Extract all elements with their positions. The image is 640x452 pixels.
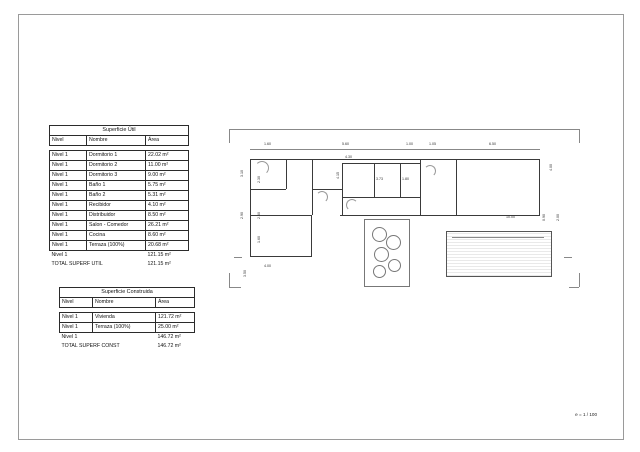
table-header-row bbox=[50, 136, 189, 146]
table-row bbox=[50, 191, 189, 201]
cell-area: 26.21 m² bbox=[146, 221, 189, 231]
table-header-row bbox=[60, 298, 195, 308]
cell-area: 22.02 m² bbox=[146, 151, 189, 161]
wall-east bbox=[539, 159, 540, 216]
site-line-right bbox=[579, 129, 580, 143]
cell-nombre: Recibidor bbox=[87, 201, 146, 211]
subtotal-area: 146.72 m² bbox=[157, 334, 181, 340]
tick-left bbox=[234, 257, 242, 258]
plant-symbol-5 bbox=[373, 265, 386, 278]
partition-h-2 bbox=[342, 163, 420, 164]
sheet-border bbox=[18, 14, 624, 440]
table-title: Superficie Útil bbox=[50, 126, 189, 136]
col-header-nombre: Nombre bbox=[87, 136, 146, 146]
cell-area: 5.31 m² bbox=[146, 191, 189, 201]
dim-left-7: 3.50 bbox=[243, 270, 247, 277]
cell-nombre: Baño 1 bbox=[87, 181, 146, 191]
subtotal-nombre bbox=[87, 251, 146, 261]
cell-nombre: Terraza (100%) bbox=[87, 241, 146, 251]
dim-top-1: 1.60 bbox=[264, 142, 271, 146]
cell-area: 4.10 m² bbox=[146, 201, 189, 211]
cell-nivel: Nivel 1 bbox=[60, 313, 93, 323]
plant-symbol-3 bbox=[374, 247, 389, 262]
dim-right-1: 4.00 bbox=[549, 164, 553, 171]
cell-nivel: Nivel 1 bbox=[60, 323, 93, 333]
plant-symbol-1 bbox=[372, 227, 387, 242]
cell-nombre: Dormitorio 3 bbox=[87, 171, 146, 181]
table-subtotal-row bbox=[50, 251, 189, 261]
door-swing-2 bbox=[316, 191, 328, 203]
partition-h-3 bbox=[342, 197, 420, 198]
pool-inner-line bbox=[452, 237, 544, 238]
table-title-row bbox=[60, 288, 195, 298]
site-line-left-lower bbox=[229, 273, 230, 287]
dim-top-4: 1.05 bbox=[429, 142, 436, 146]
cell-nombre: Dormitorio 2 bbox=[87, 161, 146, 171]
table-row bbox=[50, 171, 189, 181]
cell-nombre: Dormitorio 1 bbox=[87, 151, 146, 161]
swimming-pool bbox=[446, 231, 552, 277]
plant-symbol-2 bbox=[386, 235, 401, 250]
partition-v-6 bbox=[420, 159, 421, 215]
table-row bbox=[60, 313, 195, 323]
table-row bbox=[60, 323, 195, 333]
cell-nivel: Nivel 1 bbox=[50, 171, 87, 181]
dim-right-3: 2.00 bbox=[556, 214, 560, 221]
wall-north bbox=[250, 159, 540, 160]
dim-left-6: 4.00 bbox=[264, 264, 271, 268]
partition-v-5 bbox=[400, 163, 401, 197]
cell-area: 20.68 m² bbox=[146, 241, 189, 251]
cell-nivel: Nivel 1 bbox=[50, 151, 87, 161]
table-superficie-construida bbox=[59, 287, 195, 351]
table-row bbox=[50, 231, 189, 241]
cell-nombre: Vivienda bbox=[93, 313, 156, 323]
plant-symbol-4 bbox=[388, 259, 401, 272]
partition-v-4 bbox=[374, 163, 375, 197]
dim-top-5: 6.50 bbox=[489, 142, 496, 146]
partition-v-1 bbox=[286, 159, 287, 189]
cell-area: 8.60 m² bbox=[146, 231, 189, 241]
table-row bbox=[50, 241, 189, 251]
wall-terrace-east bbox=[311, 215, 312, 257]
col-header-nivel: Nivel bbox=[50, 136, 87, 146]
table-title-row bbox=[50, 126, 189, 136]
door-swing-1 bbox=[255, 161, 269, 175]
site-line-top bbox=[229, 129, 579, 130]
cell-nivel: Nivel 1 bbox=[50, 231, 87, 241]
cell-area: 121.72 m² bbox=[156, 313, 195, 323]
table-row bbox=[50, 211, 189, 221]
dim-left-4: 2.90 bbox=[240, 212, 244, 219]
cell-area: 9.00 m² bbox=[146, 171, 189, 181]
subtotal-nombre bbox=[93, 333, 156, 343]
partition-v-2 bbox=[312, 159, 313, 215]
site-line-right-lower bbox=[579, 273, 580, 287]
dim-left-5: 1.60 bbox=[257, 236, 261, 243]
cell-nivel: Nivel 1 bbox=[50, 201, 87, 211]
dim-right-2: 10.00 bbox=[506, 215, 515, 219]
table-row bbox=[50, 161, 189, 171]
cell-nivel: Nivel 1 bbox=[50, 211, 87, 221]
cell-nivel: Nivel 1 bbox=[50, 221, 87, 231]
total-label: TOTAL SUPERF CONST bbox=[61, 343, 120, 349]
table-row bbox=[50, 221, 189, 231]
cell-area: 11.00 m² bbox=[146, 161, 189, 171]
door-swing-4 bbox=[424, 165, 436, 177]
dim-mid-3: 1.80 bbox=[402, 177, 409, 181]
table-row bbox=[50, 181, 189, 191]
cell-area: 25.00 m² bbox=[156, 323, 195, 333]
total-area: 146.72 m² bbox=[157, 343, 181, 349]
table-total-row bbox=[60, 342, 195, 351]
dim-left-2: 2.30 bbox=[257, 176, 261, 183]
total-label: TOTAL SUPERF UTIL bbox=[51, 261, 103, 267]
subtotal-nivel: Nivel 1 bbox=[51, 252, 68, 258]
dim-left-1: 3.10 bbox=[240, 170, 244, 177]
cell-nombre: Baño 2 bbox=[87, 191, 146, 201]
scale-label: e = 1 / 100 bbox=[575, 412, 597, 417]
subtotal-area: 121.15 m² bbox=[147, 252, 171, 258]
partition-v-7 bbox=[456, 159, 457, 215]
table-row bbox=[50, 201, 189, 211]
partition-h-1 bbox=[313, 189, 342, 190]
table-row bbox=[50, 151, 189, 161]
cell-area: 5.75 m² bbox=[146, 181, 189, 191]
dim-mid-4: 4.15 bbox=[336, 172, 340, 179]
cell-nombre: Salon - Comedor bbox=[87, 221, 146, 231]
tick-right bbox=[564, 257, 572, 258]
cell-nombre: Distribuidor bbox=[87, 211, 146, 221]
door-swing-3 bbox=[346, 199, 358, 211]
cell-area: 8.50 m² bbox=[146, 211, 189, 221]
partition-h-5 bbox=[250, 189, 286, 190]
table-total-row bbox=[50, 260, 189, 269]
wall-terrace-south bbox=[250, 256, 312, 257]
total-area: 121.15 m² bbox=[147, 261, 171, 267]
cell-nivel: Nivel 1 bbox=[50, 241, 87, 251]
site-line-left bbox=[229, 129, 230, 143]
cell-nombre: Terraza (100%) bbox=[93, 323, 156, 333]
subtotal-nivel: Nivel 1 bbox=[61, 334, 78, 340]
cell-nivel: Nivel 1 bbox=[50, 191, 87, 201]
cell-nivel: Nivel 1 bbox=[50, 161, 87, 171]
partition-v-3 bbox=[342, 163, 343, 215]
table-title: Superficie Construida bbox=[60, 288, 195, 298]
col-header-nivel: Nivel bbox=[60, 298, 93, 308]
col-header-nombre: Nombre bbox=[93, 298, 156, 308]
dim-left-3: 2.30 bbox=[257, 212, 261, 219]
dim-mid-2: 3.73 bbox=[376, 177, 383, 181]
col-header-area: Área bbox=[156, 298, 195, 308]
wall-west-upper bbox=[250, 159, 251, 257]
site-line-bottom-right bbox=[569, 287, 579, 288]
dim-top-3: 1.00 bbox=[406, 142, 413, 146]
cell-nivel: Nivel 1 bbox=[50, 181, 87, 191]
table-superficie-util bbox=[49, 125, 189, 269]
cell-nombre: Cocina bbox=[87, 231, 146, 241]
table-subtotal-row bbox=[60, 333, 195, 343]
dim-right-4: 0.90 bbox=[542, 214, 546, 221]
floor-plan bbox=[224, 127, 594, 377]
site-line-bottom bbox=[229, 287, 241, 288]
dim-mid-1: 4.30 bbox=[345, 155, 352, 159]
col-header-area: Área bbox=[146, 136, 189, 146]
dim-top-2: 5.60 bbox=[342, 142, 349, 146]
